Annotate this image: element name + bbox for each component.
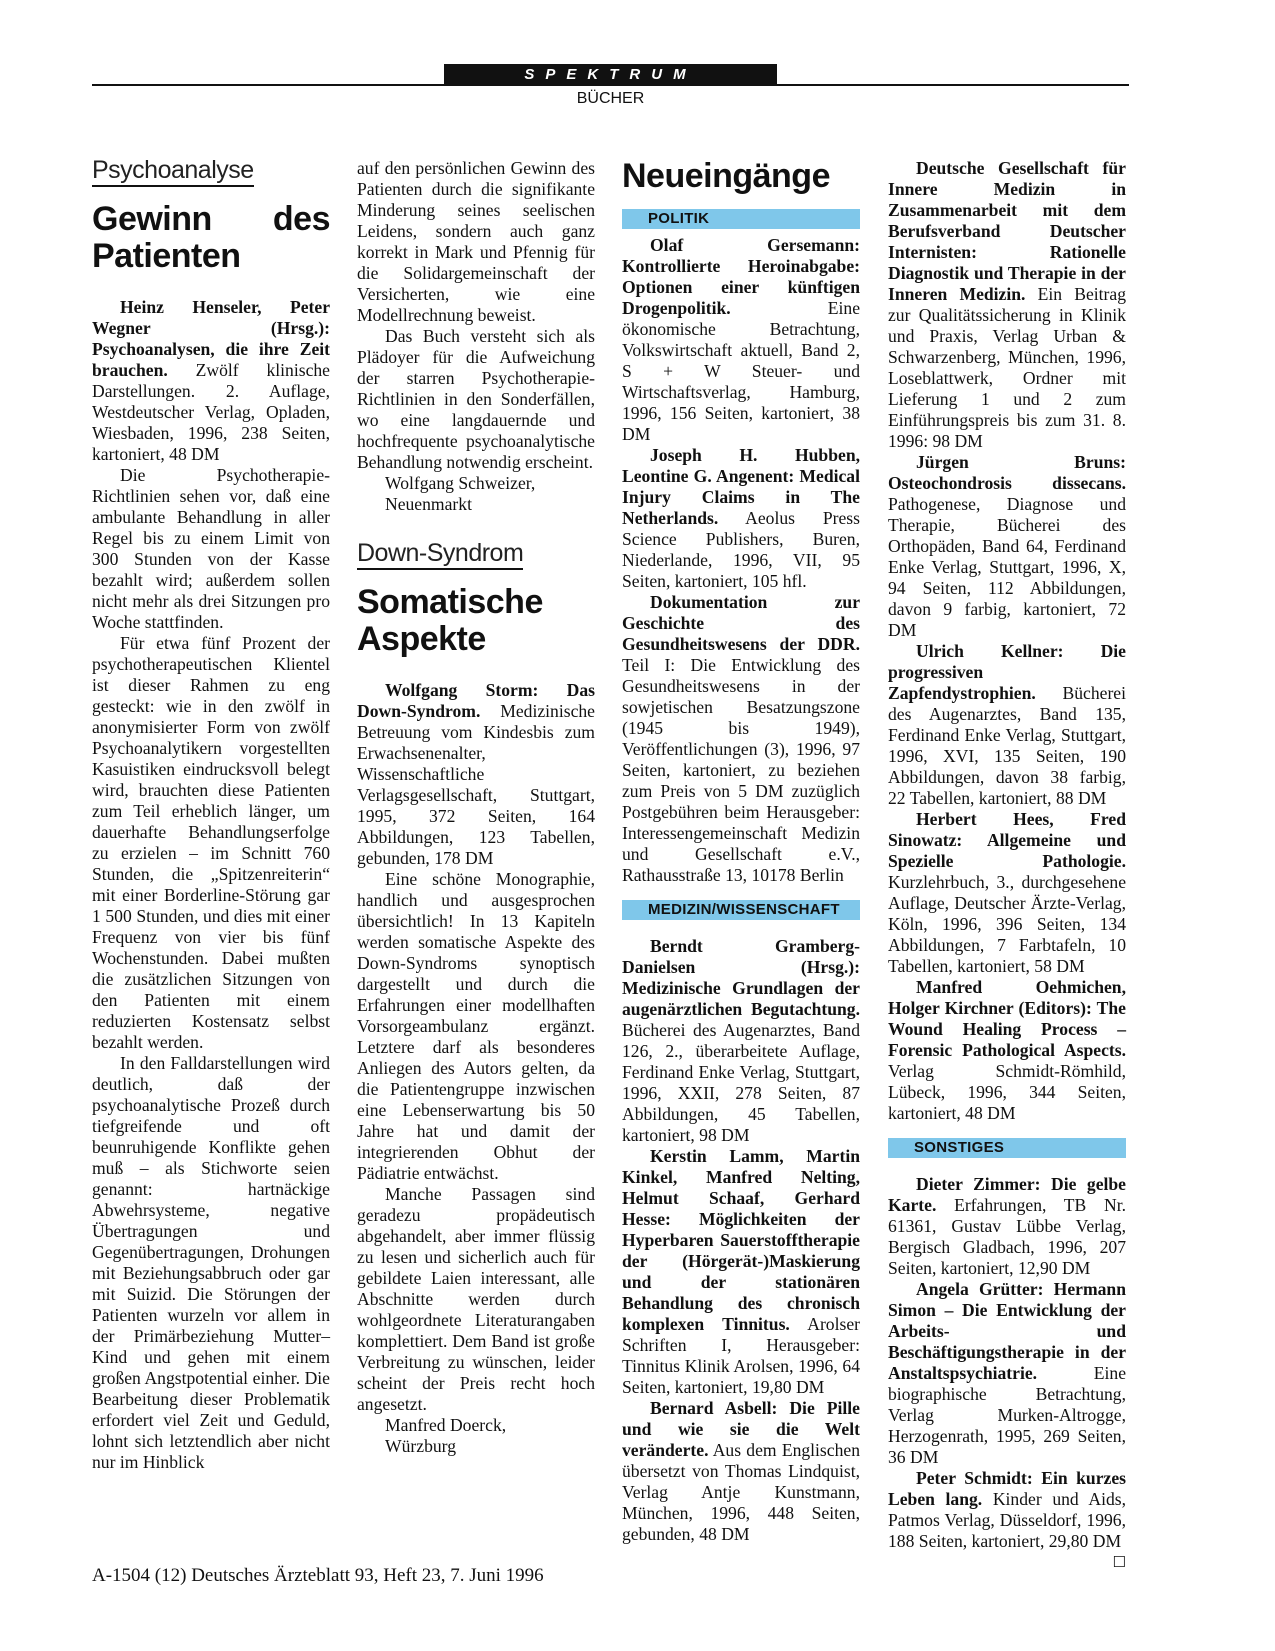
paragraph: In den Falldarstellungen wird deutlich, daß der psychoanalytische Prozeß durch tiefgreifende und oft beunruhigende Konflikte gehen muß – als Stichworte seien genannt: hartnäckige Abwehrsysteme, negative Übertragungen und Gegenübertragungen, Drohungen mit Beziehungsabbruch oder gar mit Suizid. Die Störungen der Patienten wurzeln vor allem in der Primärbeziehung Mutter–Kind und gehen mit einem großen Angstpotential einher. Die Bearbeitung dieser Problematik erfordert viel Zeit und Geduld, lohnt sich letztendlich aber nicht nur im Hinblick xyxy=(92,1053,330,1472)
book-entry xyxy=(888,1174,1126,1279)
book-entry xyxy=(622,445,860,592)
section-header: SPEKTRUM xyxy=(444,64,777,86)
book-entry-title: Ulrich Kellner: Die progressiven Zapfendystrophien. xyxy=(888,641,1126,703)
book-entry xyxy=(622,235,860,445)
book-entry-title: Herbert Hees, Fred Sinowatz: Allgemeine und Spezielle Pathologie. xyxy=(888,809,1126,871)
page-footer: A-1504 (12) Deutsches Ärzteblatt 93, Heft 23, 7. Juni 1996 xyxy=(92,1565,544,1586)
book-entry-details: Bücherei des Augenarztes, Band 135, Ferdinand Enke Verlag, Stuttgart, 1996, XVI, 135 Seiten, 190 Abbildungen, davon 38 farbig, 22 Tabellen, kartoniert, 88 DM xyxy=(888,683,1126,808)
paragraph: Eine schöne Monographie, handlich und ausgesprochen übersichtlich! In 13 Kapiteln werden somatische Aspekte des Down-Syndroms synoptisch dargestellt und durch die Erfahrungen einer modellhaften Vorsorgeambulanz ergänzt. Letztere darf als besonderes Anliegen des Autors gelten, da die Patientengruppe inzwischen eine Lebenserwartung bis 50 Jahre hat und damit der integrierenden Obhut der Pädiatrie entwächst. xyxy=(357,869,595,1183)
book-entry-title: Angela Grütter: Hermann Simon – Die Entwicklung der Arbeits- und Beschäftigungstherapie in der Anstaltspsychiatrie. xyxy=(888,1279,1126,1383)
book-reference-title: Wolfgang Storm: Das Down-Syndrom. xyxy=(357,680,595,721)
section-label-sonstiges: SONSTIGES xyxy=(888,1138,1126,1158)
book-entry-title: Joseph H. Hubben, Leontine G. Angenent: Medical Injury Claims in The Netherlands. xyxy=(622,445,860,528)
book-entry-details: Verlag Schmidt-Römhild, Lübeck, 1996, 344 Seiten, kartoniert, 48 DM xyxy=(888,1061,1126,1123)
article-kicker: Down-Syndrom xyxy=(357,543,523,570)
author-location: Neuenmarkt xyxy=(385,494,472,514)
paragraph: Das Buch versteht sich als Plädoyer für die Aufweichung der starren Psychotherapie-Richtlinien in den Sonderfällen, wo eine langdauernde und hochfrequente psychoanalytische Behandlung notwendig erscheint. xyxy=(357,326,595,472)
article-headline: Gewinn des Patienten xyxy=(92,200,330,275)
book-reference xyxy=(92,297,330,465)
paragraph: auf den persönlichen Gewinn des Patienten durch die signifikante Minderung seines seelischen Leidens, sondern auch ganz korrekt in Mark und Pfennig für die Solidargemeinschaft der Versicherten, wie eine Modellrechnung beweist. xyxy=(357,158,595,325)
article-kicker: Psychoanalyse xyxy=(92,160,254,187)
book-entry xyxy=(888,158,1126,452)
book-entry-title: Kerstin Lamm, Martin Kinkel, Manfred Nelting, Helmut Schaaf, Gerhard Hesse: Möglichkeiten der Hyperbaren Sauerstofftherapie der (Hörgerät-)Maskierung und der stationären Behandlung des chronisch komplexen Tinnitus. xyxy=(622,1146,860,1334)
book-entry-title: Dieter Zimmer: Die gelbe Karte. xyxy=(888,1174,1126,1215)
book-entry-details: Pathogenese, Diagnose und Therapie, Bücherei des Orthopäden, Band 64, Ferdinand Enke Verlag, Stuttgart, 1996, X, 94 Seiten, 112 Abbildungen, davon 9 farbig, kartoniert, 72 DM xyxy=(888,494,1126,640)
book-entry xyxy=(622,936,860,1146)
author-location: Würzburg xyxy=(385,1436,457,1456)
column-4 xyxy=(888,158,1126,1573)
book-entry xyxy=(888,977,1126,1124)
book-entry-details: Eine ökonomische Betrachtung, Volkswirtschaft aktuell, Band 2, S + W Steuer- und Wirtschaftsverlag, Hamburg, 1996, 156 Seiten, kartoniert, 38 DM xyxy=(622,298,860,444)
paragraph: Manche Passagen sind geradezu propädeutisch abgehandelt, aber immer flüssig zu lesen und sicherlich auch für gebildete Laien interessant, alle Abschnitte werden durch wohlgeordnete Literaturangaben komplettiert. Dem Band ist große Verbreitung zu wünschen, leider scheint der Preis recht hoch angesetzt. xyxy=(357,1184,595,1414)
book-entry xyxy=(888,641,1126,809)
book-reference xyxy=(357,680,595,869)
book-entry xyxy=(888,1279,1126,1468)
column-3 xyxy=(622,158,860,1545)
book-entry-details: Teil I: Die Entwicklung des Gesundheitswesens in der sowjetischen Besatzungszone (1945 bis 1949), Veröffentlichungen (3), 1996, 97 Seiten, kartoniert, zu beziehen zum Preis von 5 DM zuzüglich Postgebühren beim Herausgeber: Interessengemeinschaft Medizin und Gesellschaft e.V., Rathausstraße 13, 10178 Berlin xyxy=(622,655,860,885)
section-label-politik: POLITIK xyxy=(622,209,860,229)
author-signature: Wolfgang Schweizer, xyxy=(385,473,536,493)
book-entry-details: Arolser Schriften I, Herausgeber: Tinnitus Klinik Arolsen, 1996, 64 Seiten, kartoniert, 19,80 DM xyxy=(622,1314,860,1397)
book-entry-title: Manfred Oehmichen, Holger Kirchner (Editors): The Wound Healing Process – Forensic Pathological Aspects. xyxy=(888,977,1126,1060)
column-2 xyxy=(357,158,595,1457)
book-entry-title: Olaf Gersemann: Kontrollierte Heroinabgabe: Optionen einer künftigen Drogenpolitik. xyxy=(622,235,860,318)
book-entry-title: Deutsche Gesellschaft für Innere Medizin in Zusammenarbeit mit dem Berufsverband Deutscher Internisten: Rationelle Diagnostik und Therapie in der Inneren Medizin. xyxy=(888,158,1126,304)
book-entry-details: Erfahrungen, TB Nr. 61361, Gustav Lübbe Verlag, Bergisch Gladbach, 1996, 207 Seiten, kartoniert, 12,90 DM xyxy=(888,1195,1126,1278)
book-entry xyxy=(622,1398,860,1545)
book-entry-details: Bücherei des Augenarztes, Band 126, 2., überarbeitete Auflage, Ferdinand Enke Verlag, Stuttgart, 1996, XXII, 278 Seiten, 87 Abbildungen, 45 Tabellen, kartoniert, 98 DM xyxy=(622,1020,860,1145)
book-entry xyxy=(888,452,1126,641)
book-entry-details: Kurzlehrbuch, 3., durchgesehene Auflage, Deutscher Ärzte-Verlag, Köln, 1996, 396 Seiten, 134 Abbildungen, 7 Farbtafeln, 10 Tabellen, kartoniert, 58 DM xyxy=(888,872,1126,976)
book-entry xyxy=(888,809,1126,977)
book-entry-title: Dokumentation zur Geschichte des Gesundheitswesens der DDR. xyxy=(622,592,860,654)
book-entry-title: Berndt Gramberg-Danielsen (Hrsg.): Medizinische Grundlagen der augenärztlichen Begutachtung. xyxy=(622,936,860,1019)
author-signature: Manfred Doerck, xyxy=(385,1415,507,1435)
book-entry-details: Aus dem Englischen übersetzt von Thomas Lindquist, Verlag Antje Kunstmann, München, 1996, 448 Seiten, gebunden, 48 DM xyxy=(622,1440,860,1544)
paragraph: Für etwa fünf Prozent der psychotherapeutischen Klientel ist dieser Rahmen zu eng gesteckt: wie in den zwölf in anonymisierter Form von zwölf Psychoanalytikern vorgestellten Kasuistiken eindrucksvoll belegt wird, brauchten diese Patienten zum Teil erheblich länger, um dauerhafte Behandlungserfolge zu erzielen – im Schnitt 760 Stunden, die „Spitzenreiterin“ mit einer Borderline-Störung gar 1 500 Stunden, und dies mit einer Frequenz von vier bis fünf Wochenstunden. Dabei mußten die zusätzlichen Sitzungen von den Patienten mit einem reduzierten Kostensatz selbst bezahlt werden. xyxy=(92,633,330,1052)
column-1 xyxy=(92,156,330,1473)
section-label-medizin: MEDIZIN/WISSENSCHAFT xyxy=(622,900,860,920)
article-headline: Somatische Aspekte xyxy=(357,583,543,658)
book-entry xyxy=(622,592,860,886)
book-entry-title: Bernard Asbell: Die Pille und wie sie die Welt veränderte. xyxy=(622,1398,860,1460)
book-entry-details: Kinder und Aids, Patmos Verlag, Düsseldorf, 1996, 188 Seiten, kartoniert, 29,80 DM xyxy=(888,1489,1126,1551)
book-reference-details: Zwölf klinische Darstellungen. 2. Auflage, Westdeutscher Verlag, Opladen, Wiesbaden, 1996, 238 Seiten, kartoniert, 48 DM xyxy=(92,360,330,464)
book-entry xyxy=(622,1146,860,1398)
section-subheader: BÜCHER xyxy=(576,90,645,107)
end-of-article-icon: ☐ xyxy=(1112,1553,1126,1571)
neueingaenge-headline: Neueingänge xyxy=(622,157,830,195)
book-entry-title: Jürgen Bruns: Osteochondrosis dissecans. xyxy=(888,452,1126,493)
book-reference-details: Medizinische Betreuung vom Kindesbis zum Erwachsenenalter, Wissenschaftliche Verlagsgesellschaft, Stuttgart, 1995, 372 Seiten, 164 Abbildungen, 123 Tabellen, gebunden, 178 DM xyxy=(357,701,595,868)
book-entry xyxy=(888,1468,1126,1571)
book-entry-details: Eine biographische Betrachtung, Verlag Murken-Altrogge, Herzogenrath, 1995, 269 Seiten, 36 DM xyxy=(888,1363,1126,1467)
paragraph: Die Psychotherapie-Richtlinien sehen vor, daß eine ambulante Behandlung in aller Regel bis zu einem Limit von 300 Stunden von der Kasse bezahlt wird; außerdem sollen nicht mehr als drei Sitzungen pro Woche stattfinden. xyxy=(92,465,330,632)
book-entry-details: Ein Beitrag zur Qualitätssicherung in Klinik und Praxis, Verlag Urban & Schwarzenberg, München, 1996, Loseblattwerk, Ordner mit Lieferung 1 und 2 zum Einführungspreis bis zum 31. 8. 1996: 98 DM xyxy=(888,284,1126,451)
book-reference-title: Heinz Henseler, Peter Wegner (Hrsg.): Psychoanalysen, die ihre Zeit brauchen. xyxy=(92,297,330,380)
book-entry-title: Peter Schmidt: Ein kurzes Leben lang. xyxy=(888,1468,1126,1509)
book-entry-details: Aeolus Press Science Publishers, Buren, Niederlande, 1996, VII, 95 Seiten, kartoniert, 105 hfl. xyxy=(622,508,860,591)
